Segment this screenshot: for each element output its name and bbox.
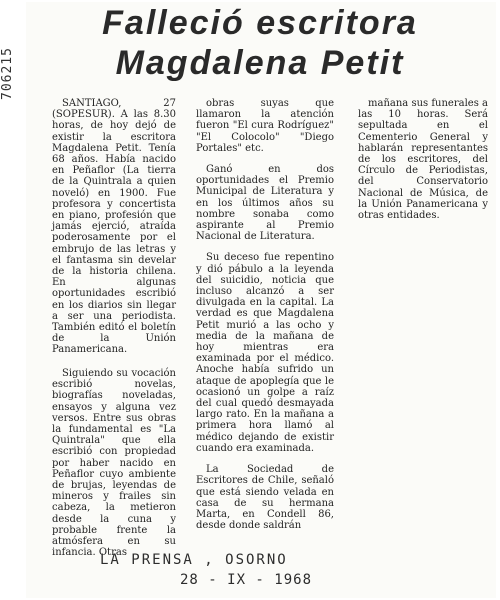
headline-line2: Magdalena Petit xyxy=(115,44,405,82)
article-column-1-top xyxy=(52,98,176,356)
archive-number: 706215 xyxy=(0,47,15,100)
article-column-2 xyxy=(196,98,334,531)
article-column-3 xyxy=(358,98,488,221)
handwritten-source: LA PRENSA , OSORNO xyxy=(100,552,288,568)
paragraph: obras suyas que llamaron la atención fueron "El cura Rodríguez" "El Colocolo" "Diego Portales" etc. xyxy=(196,98,334,154)
paragraph: SANTIAGO, 27 (SOPESUR). A las 8.30 horas, de hoy dejó de existir la escritora Magdalena Petit. Tenía 68 años. Había nacido en Peñaflor (La tierra de la Quintrala a quien noveló) en 1900. Fue profesora y concertista en piano, profesión que jamás ejerció, atraída poderosamente por el embrujo de las letras y el fantasma sin develar de la historia chilena. En algunas oportunidades escribió en los diarios sin llegar a ser una periodista. También editó el boletín de la Unión Panamericana. xyxy=(52,98,176,356)
headline-line1: Falleció escritora xyxy=(102,4,418,42)
paragraph: mañana sus funerales a las 10 horas. Será sepultada en el Cementerio General y hablarán representantes de los escritores, del Círculo de Periodistas, del Conservatorio Nacional de Música, de la Unión Panamericana y otras entidades. xyxy=(358,98,488,222)
article-column-1-bottom xyxy=(52,368,176,558)
paragraph: Su deceso fue repentino y dió pábulo a la leyenda del suicidio, noticia que incluso alcanzó a ser divulgada en la capital. La verdad es que Magdalena Petit murió a las ocho y media de la mañana de hoy mientras era examinada por el médico. Anoche había sufrido un ataque de apoplegía que le ocasionó un golpe a raíz del cual quedó desmayada largo rato. En la mañana a primera hora llamó al médico dejando de existir cuando era examinada. xyxy=(196,252,334,454)
paragraph: Ganó en dos oportunidades el Premio Municipal de Literatura y en los últimos años su nombre sonaba como aspirante al Premio Nacional de Literatura. xyxy=(196,164,334,243)
paragraph: Siguiendo su vocación escribió novelas, biografías noveladas, ensayos y alguna vez versos. Entre sus obras la fundamental es "La Quintrala" que ella escribió con propiedad por haber nacido en Peñaflor cuyo ambiente de brujas, leyendas de mineros y frailes sin cabeza, la metieron desde la cuna y probable frente la atmósfera en su infancia. Otras xyxy=(52,368,176,559)
handwritten-date: 28 - IX - 1968 xyxy=(180,572,313,588)
paragraph: La Sociedad de Escritores de Chile, señaló que está siendo velada en casa de su hermana Marta, en Condell 86, desde donde saldrán xyxy=(196,464,334,532)
